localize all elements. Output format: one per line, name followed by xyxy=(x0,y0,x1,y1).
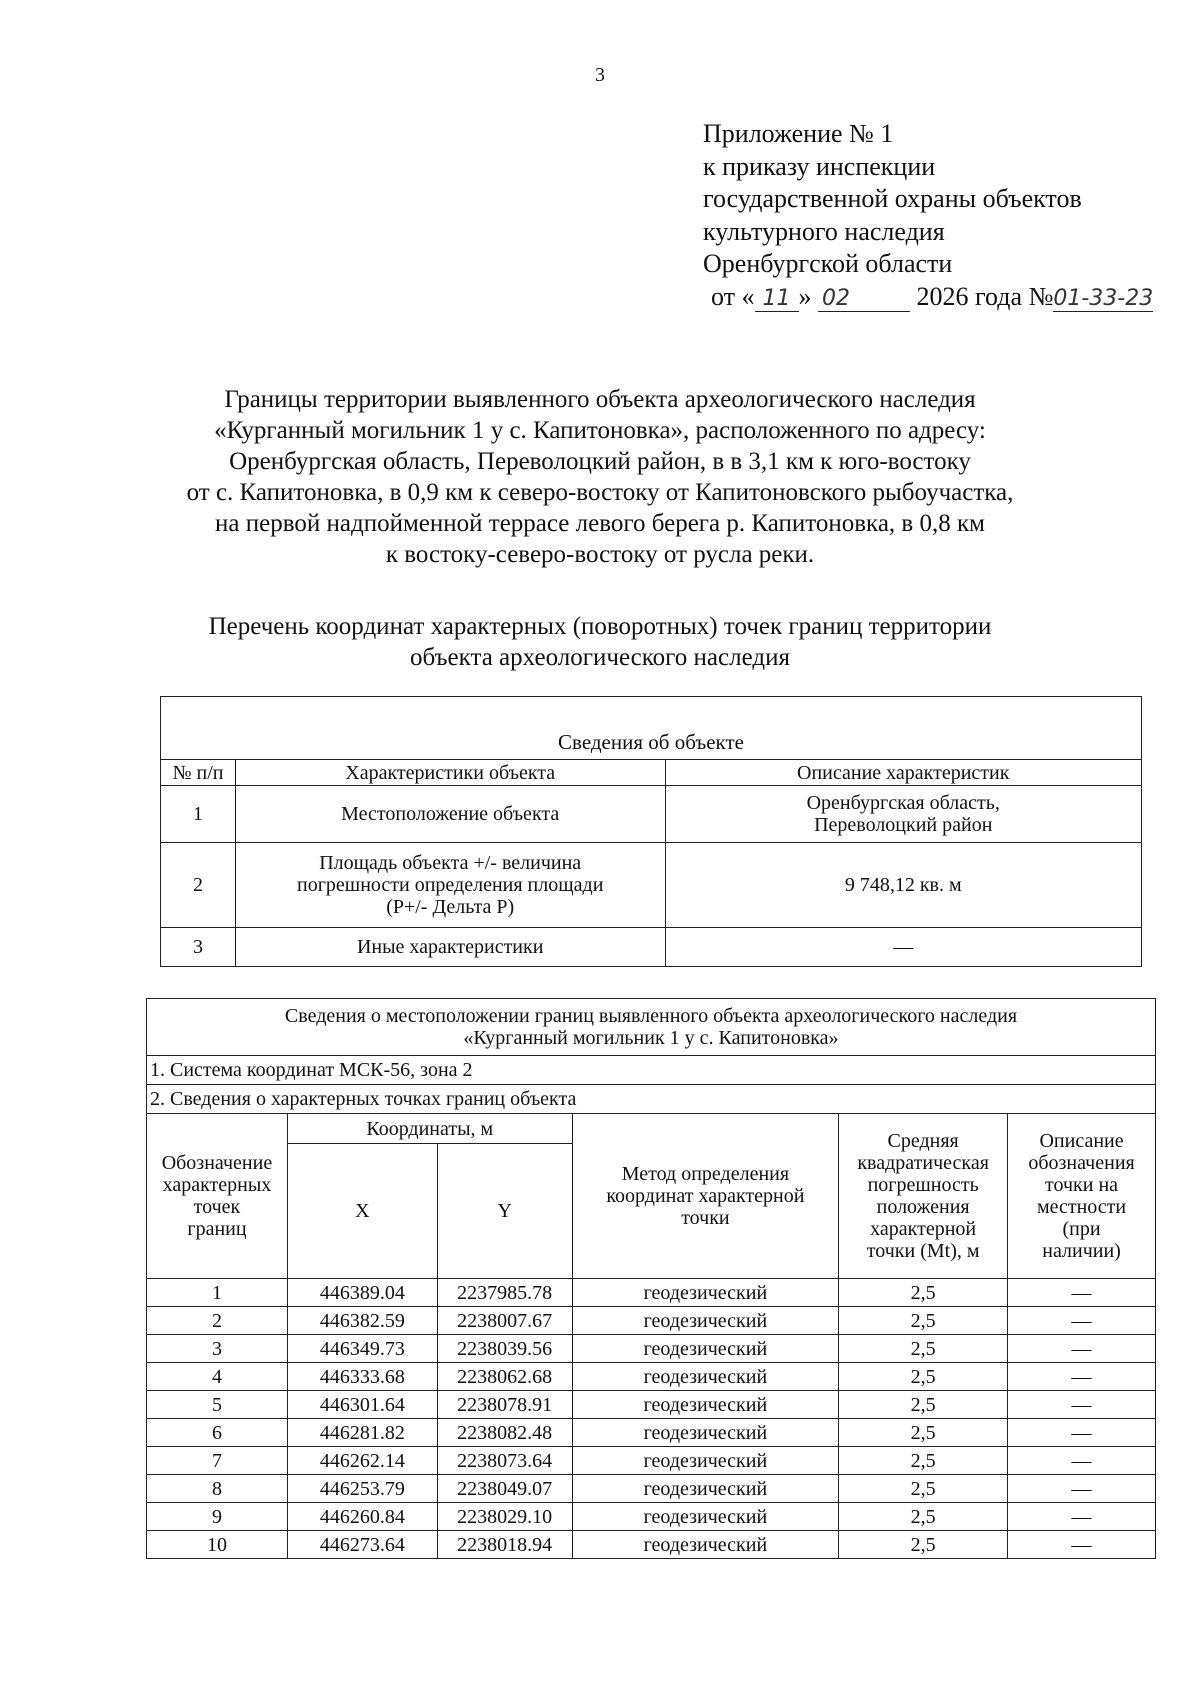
column-header: Характеристики объекта xyxy=(235,760,665,786)
appendix-line: к приказу инспекции xyxy=(703,151,936,181)
heading-line: на первой надпойменной террасе левого берега р. Капитоновка, в 0,8 км xyxy=(215,510,985,537)
mt-error: 2,5 xyxy=(839,1531,1008,1559)
mt-error: 2,5 xyxy=(839,1475,1008,1503)
characteristic-name: Местоположение объекта xyxy=(235,786,665,843)
point-number: 6 xyxy=(147,1419,288,1447)
location-table-title: Сведения о местоположении границ выявленного объекта археологического наследия «Курганный могильник 1 у с. Капитоновка» xyxy=(147,999,1156,1056)
mt-error: 2,5 xyxy=(839,1307,1008,1335)
mt-error: 2,5 xyxy=(839,1503,1008,1531)
method: геодезический xyxy=(572,1419,839,1447)
boundary-points-table xyxy=(146,998,1156,1559)
mt-error: 2,5 xyxy=(839,1279,1008,1307)
method: геодезический xyxy=(572,1447,839,1475)
coord-x: 446389.04 xyxy=(287,1279,437,1307)
coordinate-system: 1. Система координат МСК-56, зона 2 xyxy=(147,1056,1156,1085)
mt-error: 2,5 xyxy=(839,1447,1008,1475)
heading-line: к востоку-северо-востоку от русла реки. xyxy=(385,541,815,568)
characteristic-name: Площадь объекта +/- величина погрешности определения площади (Р+/- Дельта Р) xyxy=(235,843,665,928)
appendix-block xyxy=(703,118,1153,313)
table-row xyxy=(147,1335,1156,1363)
table-row xyxy=(147,1475,1156,1503)
characteristic-description: 9 748,12 кв. м xyxy=(665,843,1142,928)
coord-y: 2238062.68 xyxy=(437,1363,572,1391)
date-year: 2026 года № xyxy=(916,281,1054,311)
handwritten-month: 02 xyxy=(818,287,910,312)
heading-line: «Курганный могильник 1 у с. Капитоновка», расположенного по адресу: xyxy=(214,417,986,444)
point-description: — xyxy=(1008,1307,1156,1335)
point-number: 5 xyxy=(147,1391,288,1419)
header-designation: Обозначение характерных точек границ xyxy=(147,1114,288,1279)
subheading-line: Перечень координат характерных (поворотных) точек границ территории xyxy=(208,613,992,640)
subheading-line: объекта археологического наследия xyxy=(410,644,790,671)
point-description: — xyxy=(1008,1531,1156,1559)
table-row xyxy=(161,843,1142,928)
characteristic-description: — xyxy=(665,928,1142,967)
object-info-table xyxy=(160,696,1142,967)
characteristic-name: Иные характеристики xyxy=(235,928,665,967)
point-number: 7 xyxy=(147,1447,288,1475)
date-mid: » xyxy=(798,281,812,311)
date-prefix: от « xyxy=(711,281,755,311)
method: геодезический xyxy=(572,1279,839,1307)
appendix-line: Оренбургской области xyxy=(703,249,953,278)
point-description: — xyxy=(1008,1447,1156,1475)
coord-y: 2238039.56 xyxy=(437,1335,572,1363)
table-row xyxy=(161,928,1142,967)
point-number: 1 xyxy=(147,1279,288,1307)
point-number: 4 xyxy=(147,1363,288,1391)
header-description: Описание обозначения точки на местности (при наличии) xyxy=(1008,1114,1156,1279)
heading-line: Оренбургская область, Переволоцкий район, в в 3,1 км к юго-востоку xyxy=(229,448,971,475)
table-row xyxy=(147,1419,1156,1447)
coord-y: 2238007.67 xyxy=(437,1307,572,1335)
coord-y: 2238073.64 xyxy=(437,1447,572,1475)
point-number: 9 xyxy=(147,1503,288,1531)
header-error: Средняя квадратическая погрешность положения характерной точки (Mt), м xyxy=(839,1114,1008,1279)
table-row xyxy=(147,1503,1156,1531)
heading-line: от с. Капитоновка, в 0,9 км к северо-востоку от Капитоновского рыбоучастка, xyxy=(186,479,1014,506)
page-number: 3 xyxy=(595,64,605,86)
coord-y: 2238078.91 xyxy=(437,1391,572,1419)
method: геодезический xyxy=(572,1391,839,1419)
point-description: — xyxy=(1008,1335,1156,1363)
mt-error: 2,5 xyxy=(839,1419,1008,1447)
method: геодезический xyxy=(572,1503,839,1531)
coord-x: 446281.82 xyxy=(287,1419,437,1447)
object-table-title: Сведения об объекте xyxy=(161,697,1142,760)
row-number: 1 xyxy=(161,786,236,843)
point-description: — xyxy=(1008,1279,1156,1307)
method: геодезический xyxy=(572,1363,839,1391)
method: геодезический xyxy=(572,1335,839,1363)
row-number: 2 xyxy=(161,843,236,928)
coord-y: 2238029.10 xyxy=(437,1503,572,1531)
point-description: — xyxy=(1008,1419,1156,1447)
point-description: — xyxy=(1008,1475,1156,1503)
point-description: — xyxy=(1008,1503,1156,1531)
coord-x: 446382.59 xyxy=(287,1307,437,1335)
header-y: Y xyxy=(437,1144,572,1279)
table-row xyxy=(147,1531,1156,1559)
column-header: Описание характеристик xyxy=(665,760,1142,786)
document-subheading xyxy=(120,611,1080,673)
method: геодезический xyxy=(572,1531,839,1559)
table-row xyxy=(147,1307,1156,1335)
column-header: № п/п xyxy=(161,760,236,786)
characteristic-description: Оренбургская область, Переволоцкий район xyxy=(665,786,1142,843)
header-coords: Координаты, м xyxy=(287,1114,572,1144)
coord-x: 446349.73 xyxy=(287,1335,437,1363)
header-x: X xyxy=(287,1144,437,1279)
coord-y: 2238082.48 xyxy=(437,1419,572,1447)
point-number: 8 xyxy=(147,1475,288,1503)
mt-error: 2,5 xyxy=(839,1391,1008,1419)
row-number: 3 xyxy=(161,928,236,967)
coord-x: 446333.68 xyxy=(287,1363,437,1391)
mt-error: 2,5 xyxy=(839,1363,1008,1391)
heading-line: Границы территории выявленного объекта археологического наследия xyxy=(224,386,976,413)
appendix-date-line xyxy=(711,281,1153,314)
coord-x: 446253.79 xyxy=(287,1475,437,1503)
document-heading xyxy=(120,384,1080,570)
points-caption: 2. Сведения о характерных точках границ объекта xyxy=(147,1085,1156,1114)
appendix-line: Приложение № 1 xyxy=(703,119,894,148)
method: геодезический xyxy=(572,1475,839,1503)
coord-x: 446262.14 xyxy=(287,1447,437,1475)
point-description: — xyxy=(1008,1391,1156,1419)
table-row xyxy=(147,1391,1156,1419)
appendix-line: культурного наследия xyxy=(703,216,945,246)
table-row xyxy=(161,786,1142,843)
point-description: — xyxy=(1008,1363,1156,1391)
method: геодезический xyxy=(572,1307,839,1335)
handwritten-day: 11 xyxy=(755,287,799,312)
coord-x: 446301.64 xyxy=(287,1391,437,1419)
header-method: Метод определения координат характерной точки xyxy=(572,1114,839,1279)
point-number: 2 xyxy=(147,1307,288,1335)
table-row xyxy=(147,1279,1156,1307)
table-row xyxy=(147,1363,1156,1391)
coord-x: 446260.84 xyxy=(287,1503,437,1531)
point-number: 10 xyxy=(147,1531,288,1559)
point-number: 3 xyxy=(147,1335,288,1363)
coord-x: 446273.64 xyxy=(287,1531,437,1559)
appendix-line: государственной охраны объектов xyxy=(703,184,1082,213)
coord-y: 2238049.07 xyxy=(437,1475,572,1503)
mt-error: 2,5 xyxy=(839,1335,1008,1363)
handwritten-order-number: 01-33-23 xyxy=(1053,285,1154,311)
table-row xyxy=(147,1447,1156,1475)
coord-y: 2238018.94 xyxy=(437,1531,572,1559)
coord-y: 2237985.78 xyxy=(437,1279,572,1307)
